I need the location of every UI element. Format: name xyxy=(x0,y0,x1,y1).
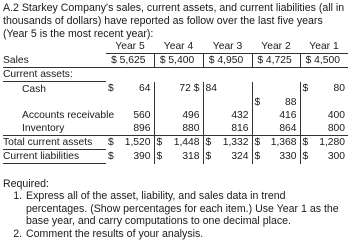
year-header: Year 5 xyxy=(106,40,154,54)
value-cell: 324 xyxy=(231,151,249,162)
value-cell: $ 4,500 xyxy=(300,54,348,68)
year-header: Year 4 xyxy=(154,40,203,54)
currency-symbol: $ xyxy=(254,137,261,149)
value-cell: 390 xyxy=(133,151,151,162)
currency-symbol: $ xyxy=(205,151,212,162)
value-cell: 72 xyxy=(179,83,191,95)
year-header-row xyxy=(3,40,348,54)
value-cell: 432 xyxy=(203,109,252,122)
value-cell: 416 xyxy=(252,109,300,122)
total-current-assets-row xyxy=(3,136,348,150)
row-label: Total current assets xyxy=(3,136,106,150)
sales-row xyxy=(3,54,348,68)
value-cell: 300 xyxy=(327,151,345,162)
value-cell: 1,368 xyxy=(270,137,297,149)
value-cell: $ 5,625 xyxy=(106,54,154,68)
currency-symbol: $ xyxy=(108,137,114,149)
currency-symbol: $ xyxy=(302,151,309,162)
row-label: Accounts receivable xyxy=(22,110,115,121)
required-heading: Required: xyxy=(3,178,49,190)
row-label: Current assets: xyxy=(3,68,106,82)
requirements-list xyxy=(3,190,345,240)
value-cell: 880 xyxy=(154,122,203,136)
year-header: Year 3 xyxy=(203,40,252,54)
row-label: Sales xyxy=(3,54,106,68)
year-header: Year 2 xyxy=(252,40,300,54)
current-liabilities-row xyxy=(3,150,348,164)
value-cell: 88 xyxy=(285,97,297,108)
row-label: Cash xyxy=(22,83,47,95)
year-header: Year 1 xyxy=(300,40,348,54)
accounts-receivable-row xyxy=(3,109,348,122)
currency-symbol: $ xyxy=(254,97,261,108)
cash-row-overflow xyxy=(3,96,348,109)
currency-symbol: $ xyxy=(254,151,261,162)
requirement-item: 2. Comment the results of your analysis. xyxy=(25,228,345,241)
value-cell: 318 xyxy=(182,151,200,162)
value-cell: $ 4,950 xyxy=(203,54,252,68)
currency-symbol: $ xyxy=(108,151,114,162)
value-cell: 560 xyxy=(133,110,151,121)
value-cell: 800 xyxy=(300,122,348,136)
currency-symbol: $ xyxy=(205,137,212,149)
value-cell: 816 xyxy=(203,122,252,136)
value-cell: 864 xyxy=(252,122,300,136)
row-label: Inventory xyxy=(3,122,106,136)
currency-symbol: $ xyxy=(302,137,309,149)
value-cell: $ 4,725 xyxy=(252,54,300,68)
currency-symbol: $ xyxy=(108,83,114,95)
value-cell: 400 xyxy=(300,109,348,122)
currency-symbol: $ xyxy=(193,83,200,95)
value-cell: 330 xyxy=(279,151,297,162)
value-cell: 496 xyxy=(154,109,203,122)
row-label: Current liabilities xyxy=(3,150,106,164)
value-cell: 1,448 xyxy=(173,137,200,149)
currency-symbol: $ xyxy=(302,83,309,95)
value-cell: 84 xyxy=(205,83,217,95)
problem-intro: A.2 Starkey Company's sales, current assets, and current liabilities (all in thousands of dollars) have reported as follow over the last five years (Year 5 is the most recent year): xyxy=(3,2,345,40)
value-cell: 1,332 xyxy=(222,137,249,149)
cash-row xyxy=(3,82,348,97)
value-cell: 896 xyxy=(106,122,154,136)
requirement-item: 1. Express all of the asset, liability, and sales data in trend percentages. (Show percentages for each item.) Use Year 1 as the base year, and carry computations to one decimal place. xyxy=(25,190,345,228)
value-cell: 1,280 xyxy=(319,137,345,149)
value-cell: 80 xyxy=(333,83,345,95)
currency-symbol: $ xyxy=(156,137,163,149)
value-cell: 64 xyxy=(139,83,151,95)
financial-data-table xyxy=(3,40,348,164)
currency-symbol: $ xyxy=(156,151,163,162)
inventory-row xyxy=(3,122,348,136)
current-assets-heading-row xyxy=(3,68,348,82)
value-cell: $ 5,400 xyxy=(154,54,203,68)
value-cell: 1,520 xyxy=(124,137,151,149)
